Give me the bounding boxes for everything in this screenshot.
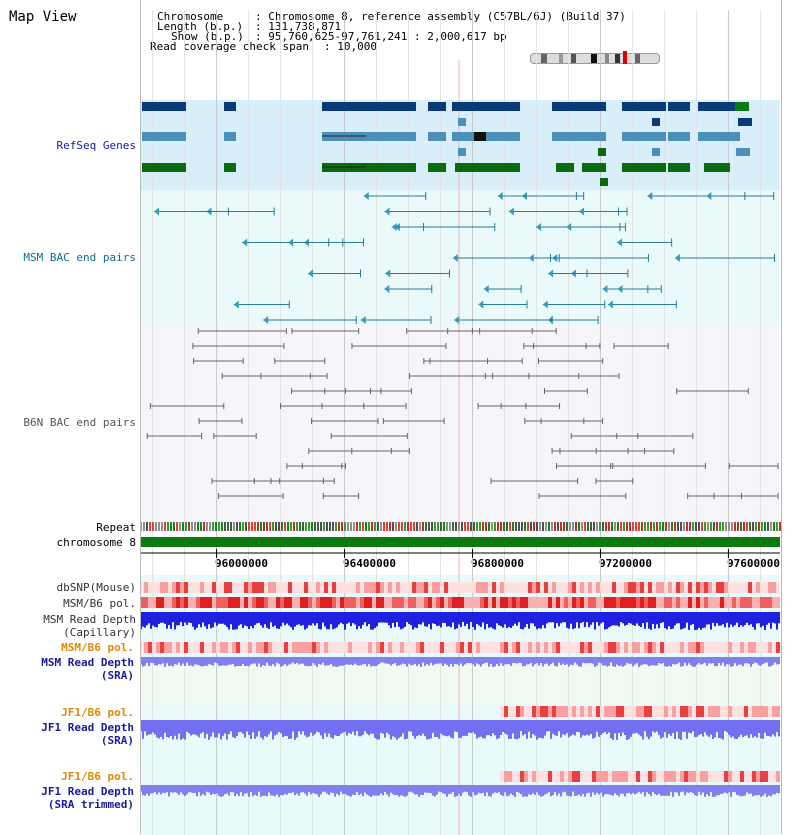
coverage-value: 10,000 [337, 40, 377, 53]
jf1-depth-sra-label-2: (SRA) [100, 734, 134, 747]
msm-bac-label[interactable]: MSM BAC end pairs [23, 251, 136, 264]
refseq-genes-label[interactable]: RefSeq Genes [56, 139, 136, 152]
info-chromosome-label: Chromosome [157, 10, 224, 23]
axis-tick-label-0: 96000000 [215, 557, 268, 570]
jf1-depth-trim-label-1: JF1 Read Depth [41, 785, 134, 798]
axis-tick-label-4: 97600000 [727, 557, 780, 570]
info-coverage-label: Read coverage check span [150, 40, 309, 53]
info-length-label: Length (b.p.) [157, 20, 244, 33]
page-title: Map View [9, 9, 77, 25]
axis-tick-label-2: 96800000 [471, 557, 524, 570]
info-show-label: Show (b.p.) [171, 30, 244, 43]
dbsnp-label: dbSNP(Mouse) [56, 581, 136, 594]
info-chromosome-value: : Chromosome 8, reference assembly (C57BL/6J) (Build 37) [255, 10, 626, 23]
jf1-depth-trim-label-2: (SRA trimmed) [47, 798, 134, 811]
jf1-depth-sra-label-1: JF1 Read Depth [41, 721, 134, 734]
length-value: 131,738,871 [268, 20, 342, 33]
jf1-pol2-label: JF1/B6 pol. [61, 770, 134, 783]
msm-depth-sra-label-1: MSM Read Depth [41, 656, 134, 669]
msm-pol-label: MSM/B6 pol. [63, 597, 136, 610]
axis-tick-label-3: 97200000 [599, 557, 652, 570]
b6n-bac-label[interactable]: B6N BAC end pairs [23, 416, 136, 429]
genome-panel-frame [140, 0, 782, 834]
repeat-label: Repeat [96, 521, 136, 534]
jf1-pol-label: JF1/B6 pol. [61, 706, 134, 719]
info-coverage-value: : 10,000 [324, 40, 377, 53]
msm-depth-cap-label-2: (Capillary) [63, 626, 136, 639]
msm-depth-cap-label-1: MSM Read Depth [43, 613, 136, 626]
chromosome-track-label: chromosome 8 [56, 536, 136, 549]
chromosome-value: Chromosome 8, reference assembly (C57BL/6J) (Build 37) [268, 10, 626, 23]
info-show-value: : 95,760,625-97,761,241 : 2,000,617 bp [255, 30, 507, 43]
info-length-value: : 131,738,871 [255, 20, 342, 33]
show-value: 95,760,625-97,761,241 : 2,000,617 bp [268, 30, 507, 43]
msm-pol2-label: MSM/B6 pol. [61, 641, 134, 654]
msm-depth-sra-label-2: (SRA) [100, 669, 134, 682]
axis-tick-label-1: 96400000 [343, 557, 396, 570]
